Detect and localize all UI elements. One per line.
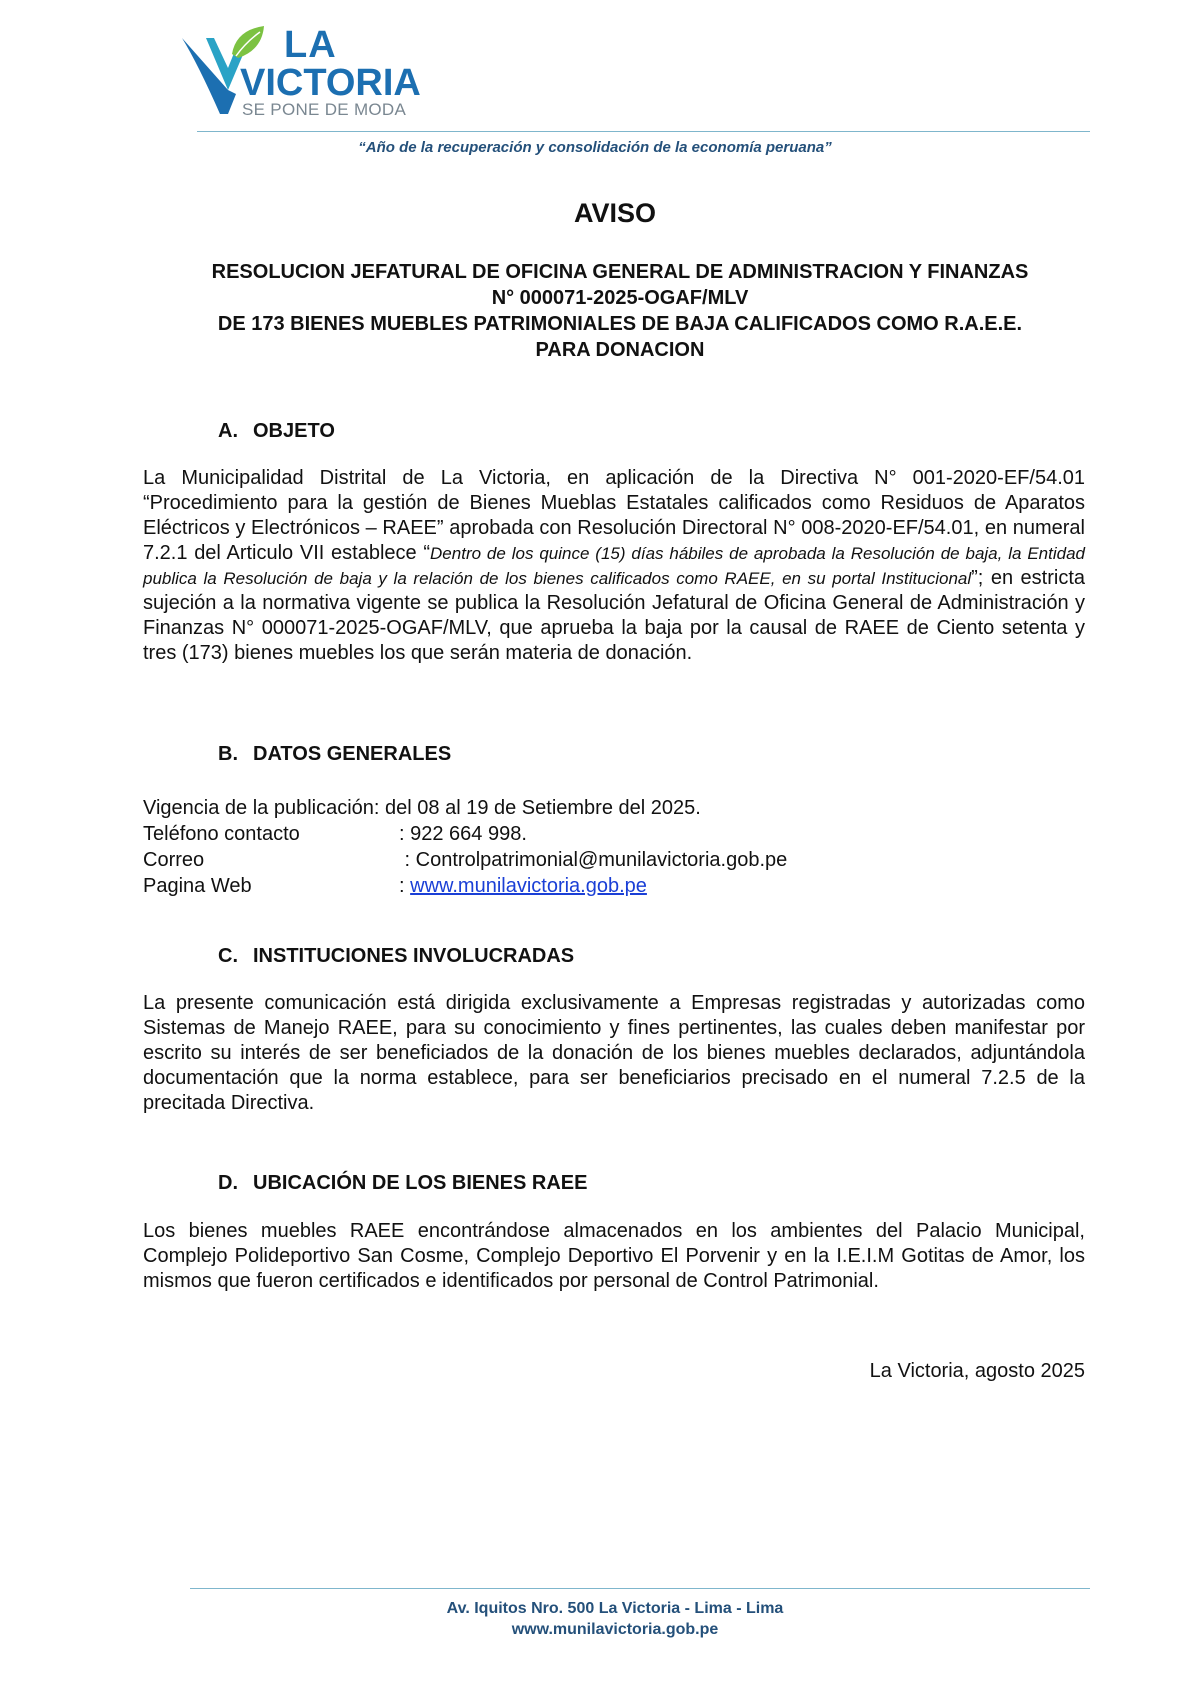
header-divider (197, 131, 1090, 132)
logo-tagline: SE PONE DE MODA (242, 100, 407, 119)
data-row-vigencia (143, 795, 787, 821)
data-value: : 922 664 998. (399, 823, 527, 845)
section-letter: D. (218, 1172, 238, 1194)
data-value: : Controlpatrimonial@munilavictoria.gob.pe (399, 849, 788, 871)
objeto-quoted-text: Dentro de los quince (15) días hábiles de aprobada la Resolución de baja, la Entidad publica la Resolución de baja y la relación de los bienes calificados como RAEE, en su portal Institucional (143, 544, 1085, 588)
section-title: DATOS GENERALES (253, 743, 452, 765)
section-title: OBJETO (253, 420, 335, 442)
municipality-logo (180, 24, 420, 120)
data-value: del 08 al 19 de Setiembre del 2025. (379, 797, 701, 819)
data-row-correo (143, 847, 787, 873)
section-title: UBICACIÓN DE LOS BIENES RAEE (253, 1172, 588, 1194)
website-link[interactable]: www.munilavictoria.gob.pe (410, 875, 647, 897)
document-date: La Victoria, agosto 2025 (869, 1360, 1085, 1382)
subtitle-line: PARA DONACION (535, 339, 705, 361)
section-letter: B. (218, 743, 238, 765)
page-title: AVISO (573, 198, 656, 228)
section-title: INSTITUCIONES INVOLUCRADAS (253, 945, 575, 967)
year-motto: “Año de la recuperación y consolidación de la economía peruana” (358, 139, 832, 156)
footer-address: Av. Iquitos Nro. 500 La Victoria - Lima - Lima (446, 1600, 784, 1617)
value-prefix: : (399, 875, 411, 897)
data-row-telefono (143, 821, 787, 847)
footer-divider (190, 1588, 1090, 1589)
section-d-heading (218, 1172, 587, 1195)
general-data-list (143, 795, 787, 899)
data-value (399, 873, 647, 899)
section-b-heading (218, 743, 451, 766)
logo-text-victoria: VICTORIA (240, 62, 421, 104)
data-label: Correo (143, 849, 205, 871)
section-a-text (143, 466, 1085, 666)
data-row-web (143, 873, 787, 899)
section-letter: A. (218, 420, 238, 442)
objeto-text-end: ”; en estricta sujeción a la normativa vigente se publica la Resolución Jefatural de Oficina General de Administración y Finanzas N° 000071-2025-OGAF/MLV, que aprueba la baja por la causal de RAEE de Ciento setenta y tres (173) bienes muebles los que serán materia de donación. (143, 567, 1085, 664)
data-label: Pagina Web (143, 875, 252, 897)
data-label: Teléfono contacto (143, 823, 300, 845)
section-letter: C. (218, 945, 238, 967)
subtitle-line: RESOLUCION JEFATURAL DE OFICINA GENERAL DE ADMINISTRACION Y FINANZAS (211, 261, 1029, 283)
section-a-heading (218, 420, 335, 443)
subtitle-line: N° 000071-2025-OGAF/MLV (491, 287, 749, 309)
footer-website: www.munilavictoria.gob.pe (511, 1621, 719, 1638)
subtitle-line: DE 173 BIENES MUEBLES PATRIMONIALES DE BAJA CALIFICADOS COMO R.A.E.E. (217, 313, 1023, 335)
resolution-subtitle (150, 259, 1090, 363)
logo-text-la: LA (284, 24, 337, 66)
section-c-text: La presente comunicación está dirigida exclusivamente a Empresas registradas y autorizadas como Sistemas de Manejo RAEE, para su conocimiento y fines pertinentes, las cuales deben manifestar por escrito su interés de ser beneficiados de la donación de los bienes muebles declarados, adjuntándola documentación que la norma establece, para ser beneficiarios precisado en el numeral 7.2.5 de la precitada Directiva. (143, 992, 1085, 1114)
footer (0, 1598, 1190, 1640)
data-label: Vigencia de la publicación: (143, 797, 380, 819)
objeto-text-start: La Municipalidad Distrital de La Victoria, en aplicación de la Directiva N° 001-2020-EF/54.01 “Procedimiento para la gestión de Bienes Mueblas Estatales calificados como Residuos de Aparatos Eléctricos y Electrónicos – RAEE” aprobada con Resolución Directoral N° 008-2020-EF/54.01, en numeral 7.2.1 del Articulo VII establece “ (143, 467, 1085, 564)
section-d-text: Los bienes muebles RAEE encontrándose almacenados en los ambientes del Palacio Municipal, Complejo Polideportivo San Cosme, Complejo Deportivo El Porvenir y en la I.E.I.M Gotitas de Amor, los mismos que fueron certificados e identificados por personal de Control Patrimonial. (143, 1220, 1085, 1292)
section-c-heading (218, 945, 574, 968)
